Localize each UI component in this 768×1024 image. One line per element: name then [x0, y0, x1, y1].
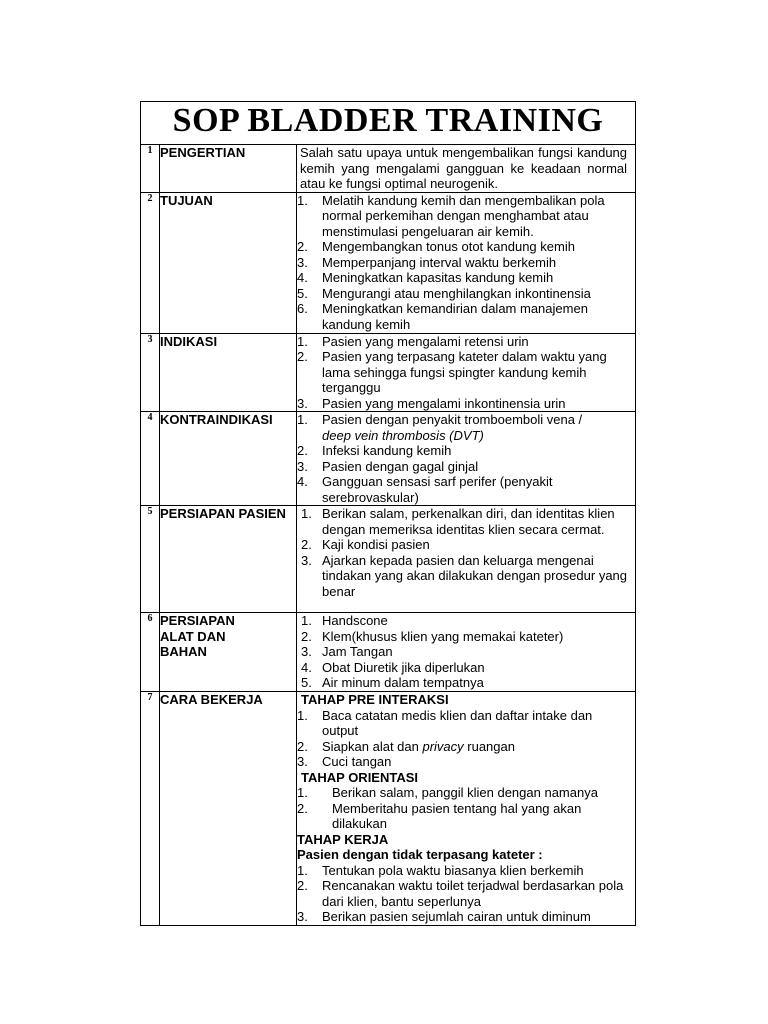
list-item: 3. Pasien yang mengalami inkontinensia urin — [297, 395, 566, 411]
section-row — [141, 145, 636, 193]
section-label: PERSIAPAN PASIEN — [160, 506, 297, 613]
list-item: 3. Jam Tangan — [301, 644, 393, 659]
section-number: 6 — [141, 613, 160, 692]
section-content — [297, 145, 636, 193]
item-text: Pasien dengan penyakit tromboemboli vena / — [322, 412, 583, 427]
list-item: 5. Mengurangi atau menghilangkan inkontinensia — [297, 285, 591, 301]
section-content — [297, 692, 636, 926]
section-number: 2 — [141, 192, 160, 333]
section-label: TUJUAN — [160, 192, 297, 333]
section-content — [297, 506, 636, 613]
section-label: PENGERTIAN — [160, 145, 297, 193]
list-item: 2. Pasien yang terpasang kateter dalam waktu yang lama sehingga fungsi spingter kandung kemih terganggu — [297, 349, 607, 395]
list-item: 6. Meningkatkan kemandirian dalam manajemen kandung kemih — [297, 301, 588, 332]
list-item: 1. Handscone — [301, 613, 388, 628]
stage-subheading: Pasien dengan tidak terpasang kateter : — [297, 847, 543, 862]
list-item: 1. Melatih kandung kemih dan mengembalikan pola normal perkemihan dengan menghambat atau menstimulasi pengeluaran air kemih. — [297, 192, 605, 239]
list-item: 2. Kaji kondisi pasien — [301, 537, 430, 552]
list-item: 4. Obat Diuretik jika diperlukan — [301, 659, 485, 675]
definition-text: Salah satu upaya untuk mengembalikan fungsi kandung kemih yang mengalami gangguan ke keadaan normal atau ke fungsi optimal neurogenik. — [300, 145, 628, 191]
stage-heading: TAHAP KERJA — [297, 831, 389, 847]
section-label: INDIKASI — [160, 333, 297, 412]
list-item: 2. Klem(khusus klien yang memakai kateter) — [301, 628, 564, 644]
list-item: 3. Ajarkan kepada pasien dan keluarga mengenai tindakan yang akan dilakukan dengan prosedur yang benar — [301, 552, 628, 599]
list-item: 2. Mengembangkan tonus otot kandung kemih — [297, 239, 575, 254]
list-item: 1. Pasien yang mengalami retensi urin — [297, 333, 529, 349]
list-item: 4. Meningkatkan kapasitas kandung kemih — [297, 270, 554, 285]
list-item: 3. Berikan pasien sejumlah cairan untuk diminum — [297, 909, 591, 924]
section-content — [297, 192, 636, 333]
section-content — [297, 613, 636, 692]
list-item: 4. Gangguan sensasi sarf perifer (penyakit serebrovaskular) — [297, 474, 553, 505]
section-number: 3 — [141, 333, 160, 412]
section-row — [141, 692, 636, 926]
list-item: 1. Tentukan pola waktu biasanya klien berkemih — [297, 862, 584, 878]
section-number: 1 — [141, 145, 160, 193]
list-item: 2. Siapkan alat dan privacy ruangan — [297, 738, 515, 754]
list-item: 3. Cuci tangan — [297, 754, 392, 769]
section-label: CARA BEKERJA — [160, 692, 297, 926]
list-item: 3. Pasien dengan gagal ginjal — [297, 458, 479, 474]
list-item: 1. Berikan salam, panggil klien dengan namanya — [297, 785, 598, 800]
section-content — [297, 412, 636, 506]
section-number: 5 — [141, 506, 160, 613]
title-row — [141, 102, 636, 145]
section-row — [141, 192, 636, 333]
section-label: PERSIAPAN ALAT DAN BAHAN — [160, 613, 297, 692]
sop-table — [140, 101, 636, 926]
section-row — [141, 333, 636, 412]
section-number: 7 — [141, 692, 160, 926]
section-row — [141, 412, 636, 506]
item-text-italic: deep vein thrombosis (DVT) — [322, 427, 484, 443]
stage-heading: TAHAP ORIENTASI — [301, 769, 419, 785]
section-row — [141, 613, 636, 692]
list-item: 3. Memperpanjang interval waktu berkemih — [297, 254, 557, 270]
list-item: 1. Berikan salam, perkenalkan diri, dan identitas klien dengan memeriksa identitas klien secara cermat. — [301, 506, 615, 537]
section-label: KONTRAINDIKASI — [160, 412, 297, 506]
document-title: SOP BLADDER TRAINING — [141, 102, 636, 145]
list-item: 2. Rencanakan waktu toilet terjadwal berdasarkan pola dari klien, bantu seperlunya — [297, 878, 624, 909]
section-number: 4 — [141, 412, 160, 506]
list-item: 2. Memberitahu pasien tentang hal yang akan dilakukan — [297, 800, 582, 831]
section-content — [297, 333, 636, 412]
stage-heading: TAHAP PRE INTERAKSI — [301, 692, 449, 707]
list-item: 5. Air minum dalam tempatnya — [301, 675, 484, 690]
section-row — [141, 506, 636, 613]
list-item: 1. Pasien dengan penyakit tromboemboli vena / deep vein thrombosis (DVT) — [297, 412, 583, 443]
list-item: 1. Baca catatan medis klien dan daftar intake dan output — [297, 707, 593, 738]
list-item: 2. Infeksi kandung kemih — [297, 443, 452, 458]
